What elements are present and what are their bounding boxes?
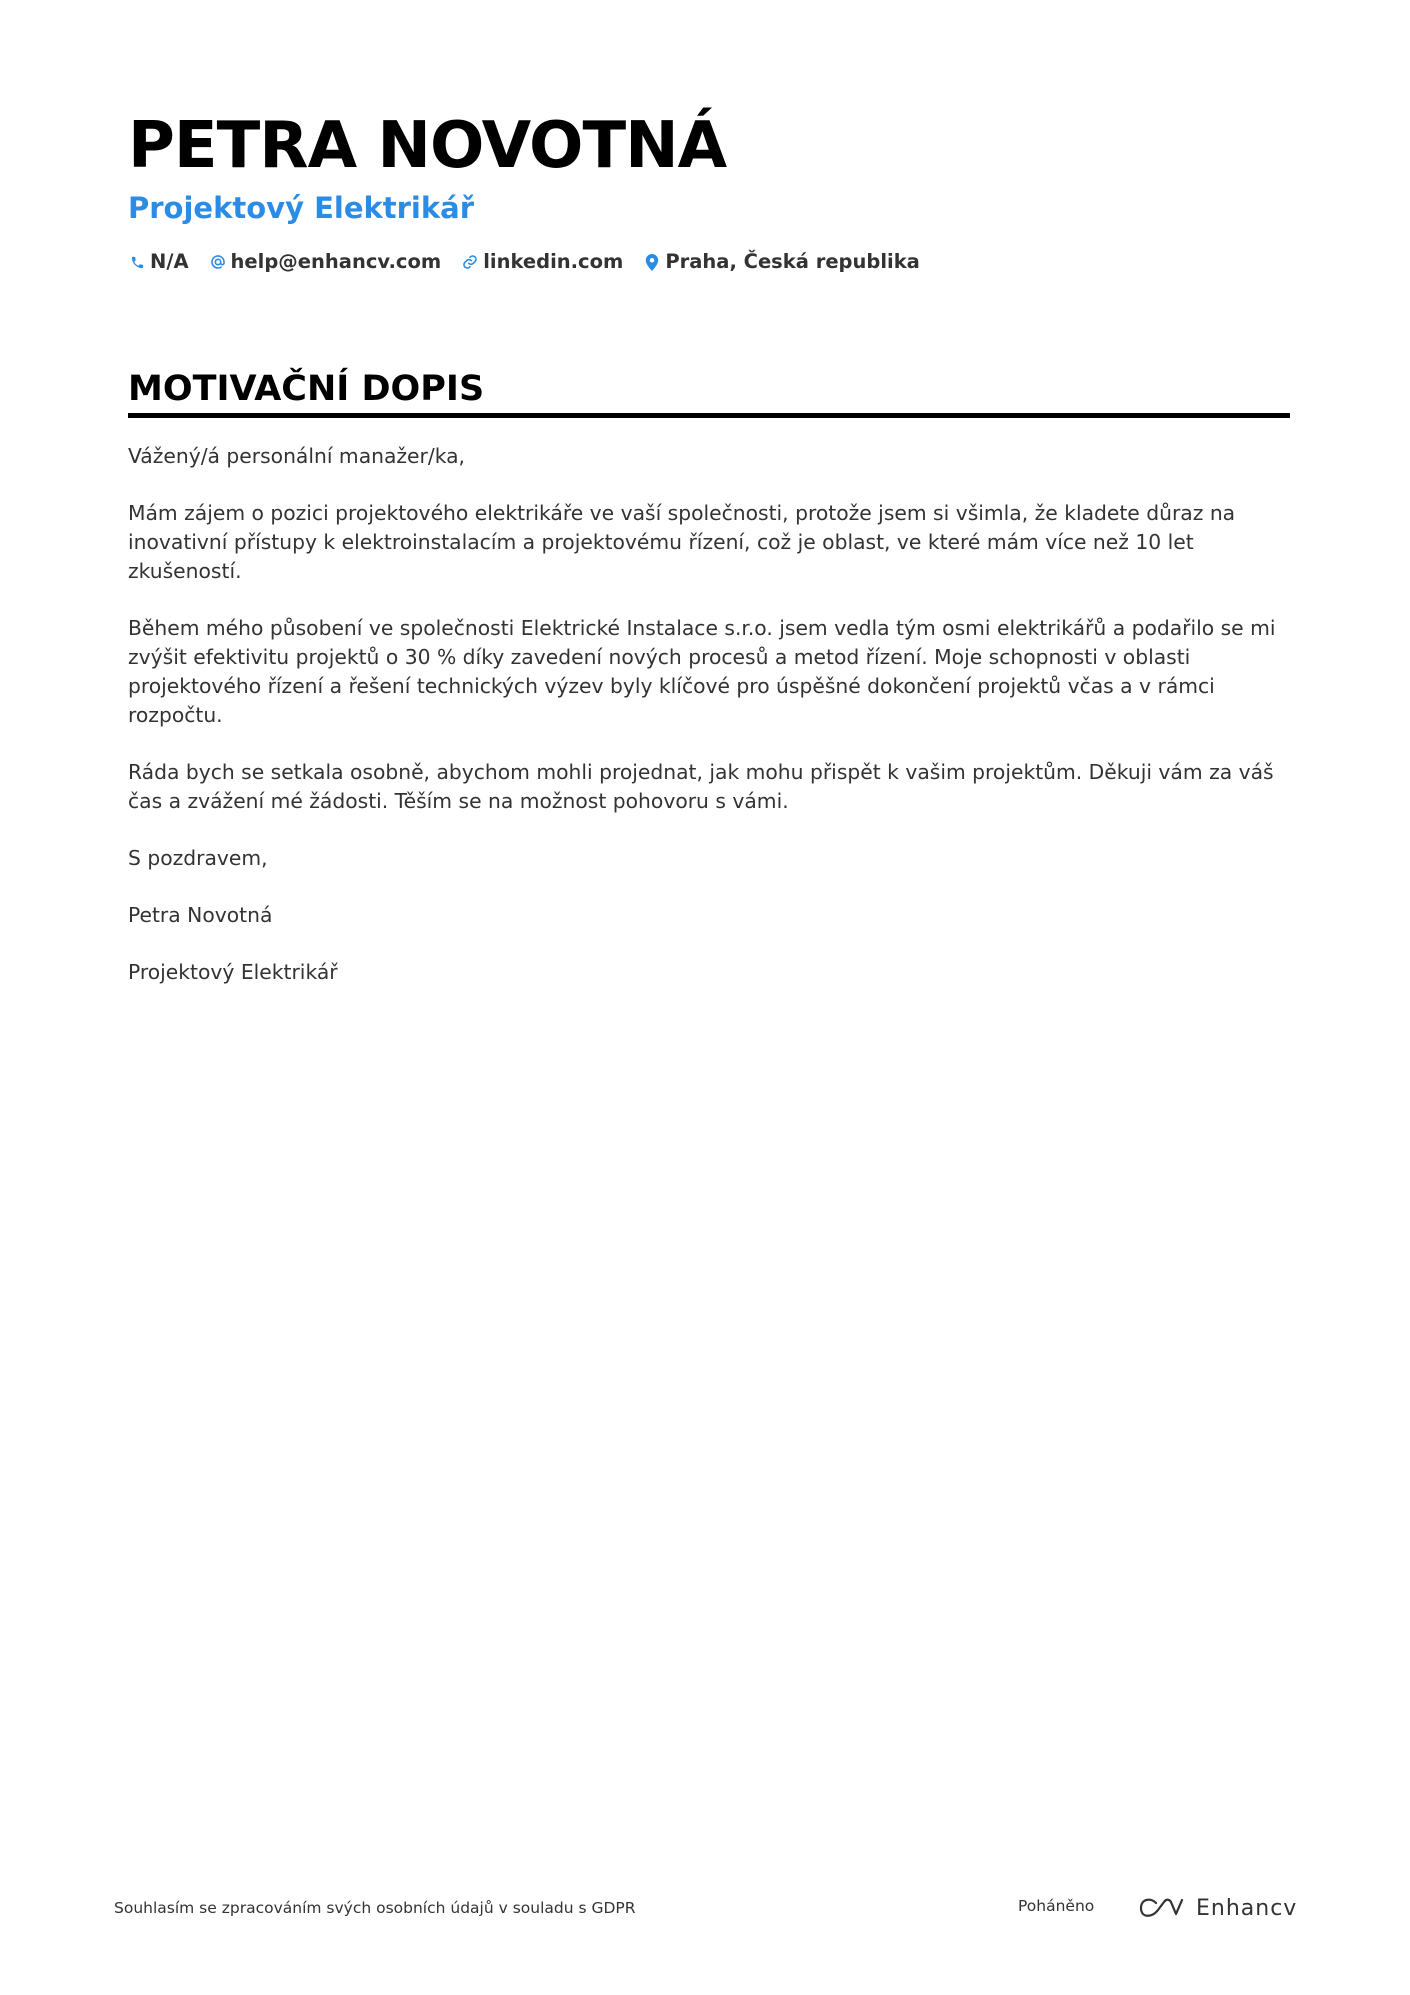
phone-icon	[128, 252, 146, 272]
footer	[114, 1893, 1298, 1923]
phone-text: N/A	[150, 250, 189, 273]
contact-linkedin[interactable]	[461, 249, 623, 275]
linkedin-text[interactable]: linkedin.com	[483, 250, 624, 273]
brand-name[interactable]: Enhancv	[1196, 1895, 1298, 1921]
powered-by-label: Poháněno	[1018, 1897, 1095, 1915]
job-title: Projektový Elektrikář	[128, 191, 475, 225]
cover-letter-section	[128, 367, 1290, 1015]
applicant-name: PETRA NOVOTNÁ	[128, 109, 727, 183]
at-icon	[209, 252, 227, 272]
letter-paragraph: Mám zájem o pozici projektového elektrikáře ve vaší společnosti, protože jsem si všimla, že kladete důraz na inovativní přístupy k elektroinstalacím a projektovému řízení, což je oblast, ve které mám více než 10 let zkušeností.	[128, 501, 1236, 583]
signature-name: Petra Novotná	[128, 903, 273, 927]
letter-paragraph: Během mého působení ve společnosti Elektrické Instalace s.r.o. jsem vedla tým osmi elektrikářů a podařilo se mi zvýšit efektivitu projektů o 30 % díky zavedení nových procesů a metod řízení. Moje schopnosti v oblasti projektového řízení a řešení technických výzev byly klíčové pro úspěšné dokončení projektů včas a v rámci rozpočtu.	[128, 616, 1276, 727]
gdpr-consent: Souhlasím se zpracováním svých osobních údajů v souladu s GDPR	[114, 1899, 636, 1917]
location-text: Praha, Česká republika	[665, 250, 920, 273]
location-pin-icon	[643, 252, 661, 272]
letter-greeting: Vážený/á personální manažer/ka,	[128, 444, 465, 468]
contact-list	[128, 249, 1290, 275]
link-icon	[461, 252, 479, 272]
header	[128, 108, 1290, 275]
contact-phone	[128, 249, 189, 275]
enhancv-brand[interactable]	[1138, 1893, 1297, 1923]
signature-title: Projektový Elektrikář	[128, 960, 338, 984]
letter-closing: S pozdravem,	[128, 846, 268, 870]
email-text[interactable]: help@enhancv.com	[230, 250, 442, 273]
letter-body	[128, 442, 1290, 987]
contact-location	[643, 249, 920, 275]
enhancv-logo-icon	[1138, 1896, 1184, 1920]
section-title: MOTIVAČNÍ DOPIS	[128, 367, 1290, 418]
contact-email[interactable]	[209, 249, 442, 275]
letter-paragraph: Ráda bych se setkala osobně, abychom mohli projednat, jak mohu přispět k vašim projektům. Děkuji vám za váš čas a zvážení mé žádosti. Těším se na možnost pohovoru s vámi.	[128, 760, 1274, 813]
